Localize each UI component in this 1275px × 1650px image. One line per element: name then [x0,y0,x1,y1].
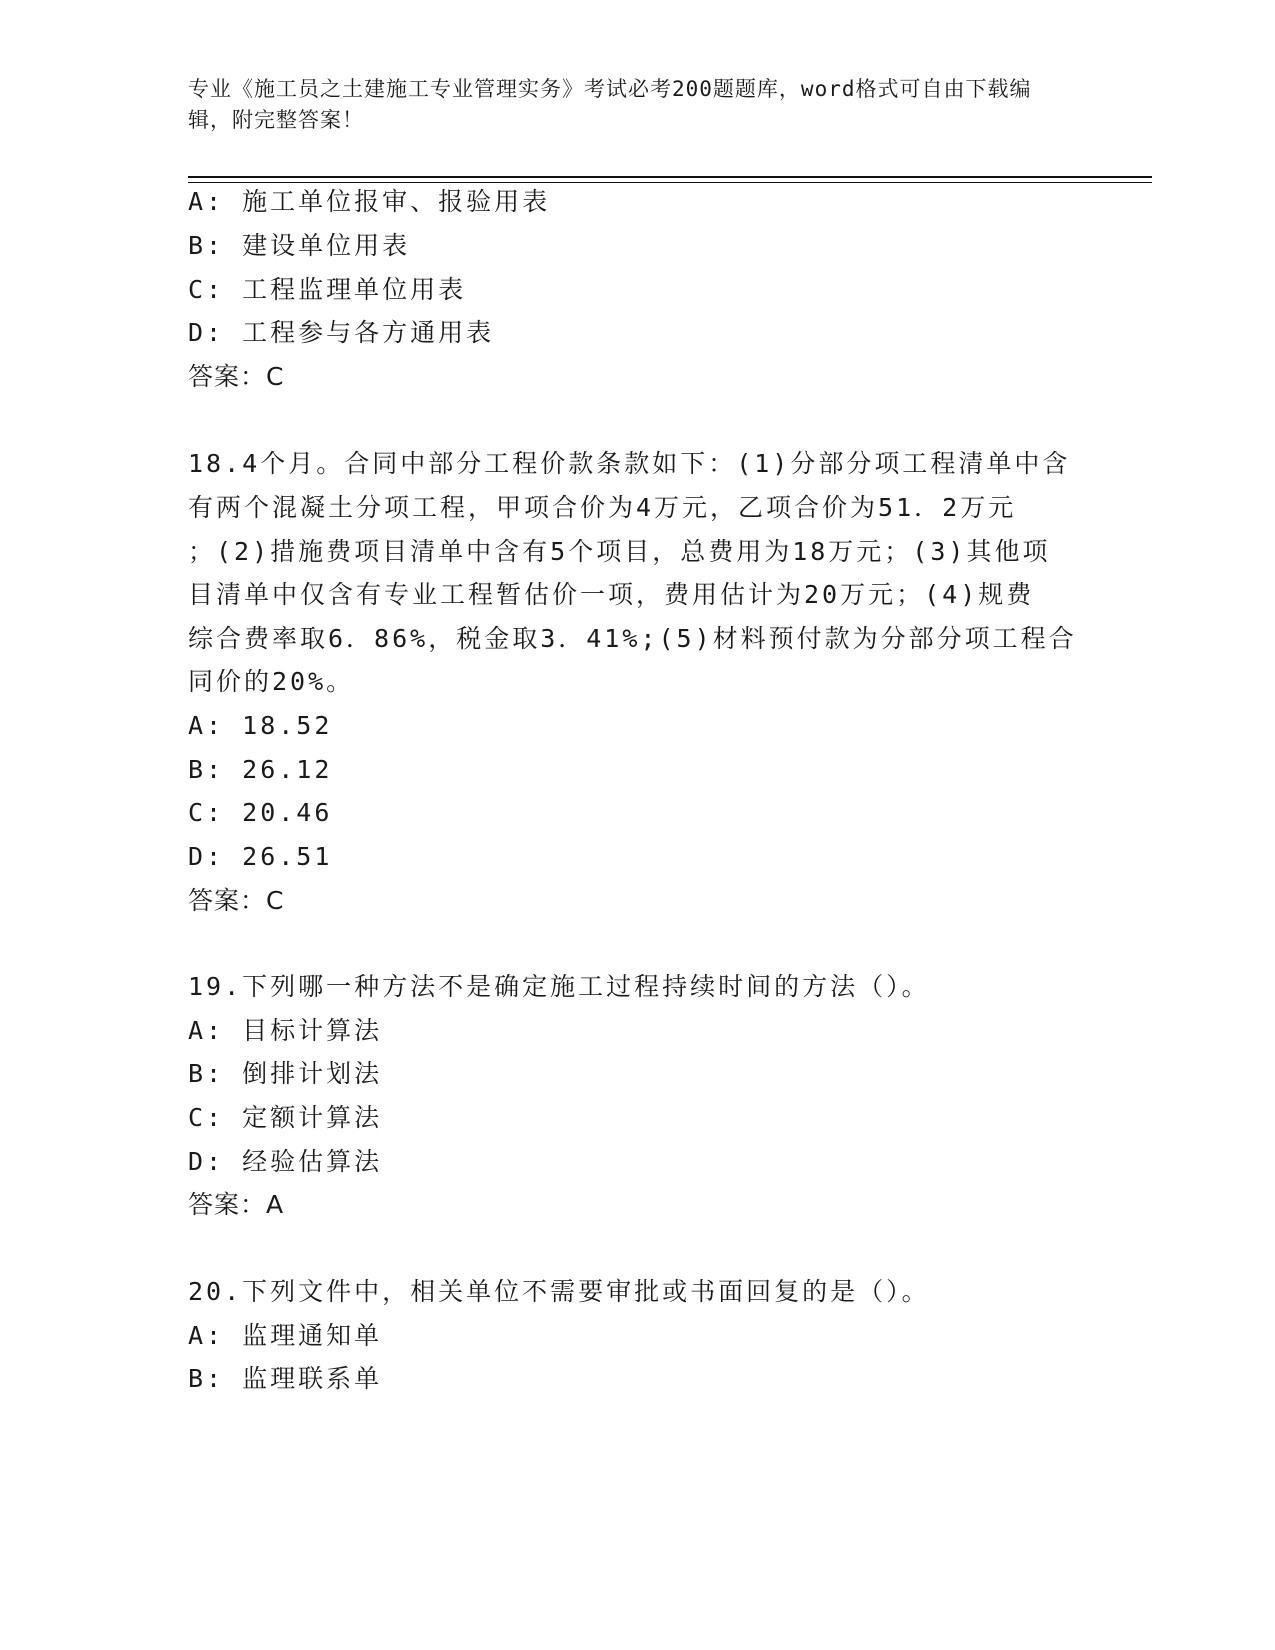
q18-question-line-1: 18.4个月。合同中部分工程价款条款如下：(1)分部分项工程清单中含 [188,449,1071,478]
q18-option-b: B: 26.12 [188,755,333,784]
q19-answer: 答案：A [188,1190,285,1219]
q17-option-a: A: 施工单位报审、报验用表 [188,187,551,216]
q18-question-line-6: 同价的20%。 [188,667,355,696]
q18-question-line-3: ；(2)措施费项目清单中含有5个项目，总费用为18万元；(3)其他项 [188,537,1051,566]
page-header: 专业《施工员之土建施工专业管理实务》考试必考200题题库，word格式可自由下载编辑，附完整答案！ [188,77,1032,132]
q20-option-a: A: 监理通知单 [188,1321,383,1350]
q20-option-b: B: 监理联系单 [188,1364,383,1393]
q19-option-b: B: 倒排计划法 [188,1059,383,1088]
q18-question-line-4: 目清单中仅含有专业工程暂估价一项，费用估计为20万元；(4)规费 [188,580,1035,609]
header-divider-thin [188,182,1152,183]
q18-question-line-5: 综合费率取6．86%，税金取3．41%;(5)材料预付款为分部分项工程合 [188,624,1077,653]
header-divider-thick [188,176,1152,178]
q19-question: 19.下列哪一种方法不是确定施工过程持续时间的方法（）。 [188,972,930,1001]
q18-option-c: C: 20.46 [188,798,333,827]
q18-question-line-2: 有两个混凝土分项工程，甲项合价为4万元，乙项合价为51．2万元 [188,493,1017,522]
q17-option-c: C: 工程监理单位用表 [188,275,467,304]
q17-option-d: D: 工程参与各方通用表 [188,318,495,347]
q19-option-c: C: 定额计算法 [188,1103,383,1132]
q18-option-d: D: 26.51 [188,842,333,871]
q19-option-d: D: 经验估算法 [188,1147,383,1176]
q19-option-a: A: 目标计算法 [188,1016,383,1045]
q18-answer: 答案：C [188,886,285,915]
q20-question: 20.下列文件中，相关单位不需要审批或书面回复的是（）。 [188,1277,930,1306]
q18-option-a: A: 18.52 [188,711,333,740]
q17-answer: 答案：C [188,362,285,391]
q17-option-b: B: 建设单位用表 [188,231,411,260]
